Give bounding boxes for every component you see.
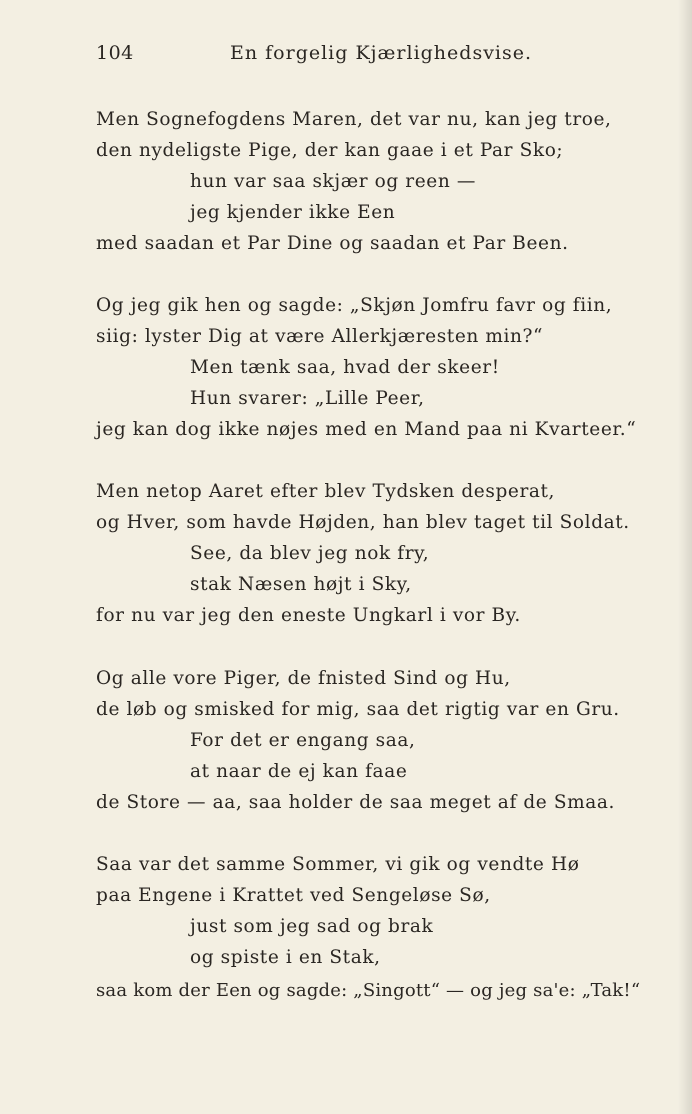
page-number: 104 [96,42,134,64]
page-edge-shadow [678,0,692,1114]
verse-line: jeg kjender ikke Een [190,202,396,223]
verse-line: paa Engene i Krattet ved Sengeløse Sø, [96,885,491,906]
verse-line: den nydeligste Pige, der kan gaae i et Par Sko; [96,140,564,161]
verse-line: For det er engang saa, [190,730,416,751]
verse-line: med saadan et Par Dine og saadan et Par Been. [96,233,569,254]
verse-line: siig: lyster Dig at være Allerkjæresten min?“ [96,326,544,347]
verse-line: de løb og smisked for mig, saa det rigtig var en Gru. [96,699,620,720]
verse-line: at naar de ej kan faae [190,761,408,782]
verse-line: Og jeg gik hen og sagde: „Skjøn Jomfru favr og fiin, [96,295,613,316]
verse-line: hun var saa skjær og reen — [190,171,476,192]
verse-line: Men netop Aaret efter blev Tydsken desperat, [96,481,556,502]
verse-line: saa kom der Een og sagde: „Singott“ — og jeg sa'e: „Tak!“ [96,980,641,1001]
verse-line: Saa var det samme Sommer, vi gik og vendte Hø [96,854,580,875]
verse-line: og spiste i en Stak, [190,947,381,968]
verse-line: Men tænk saa, hvad der skeer! [190,357,500,378]
verse-line: jeg kan dog ikke nøjes med en Mand paa ni Kvarteer.“ [96,419,637,440]
verse-line: Men Sognefogdens Maren, det var nu, kan jeg troe, [96,109,612,130]
verse-line: Hun svarer: „Lille Peer, [190,388,425,409]
running-title: En forgelig Kjærlighedsvise. [230,42,533,64]
verse-line: og Hver, som havde Højden, han blev taget til Soldat. [96,512,630,533]
verse-line: Og alle vore Piger, de fnisted Sind og Hu, [96,668,511,689]
verse-line: See, da blev jeg nok fry, [190,543,430,564]
verse-line: de Store — aa, saa holder de saa meget af de Smaa. [96,792,615,813]
verse-line: for nu var jeg den eneste Ungkarl i vor By. [96,605,521,626]
page-header [96,42,616,68]
verse-line: just som jeg sad og brak [190,916,434,937]
verse-line: stak Næsen højt i Sky, [190,574,412,595]
